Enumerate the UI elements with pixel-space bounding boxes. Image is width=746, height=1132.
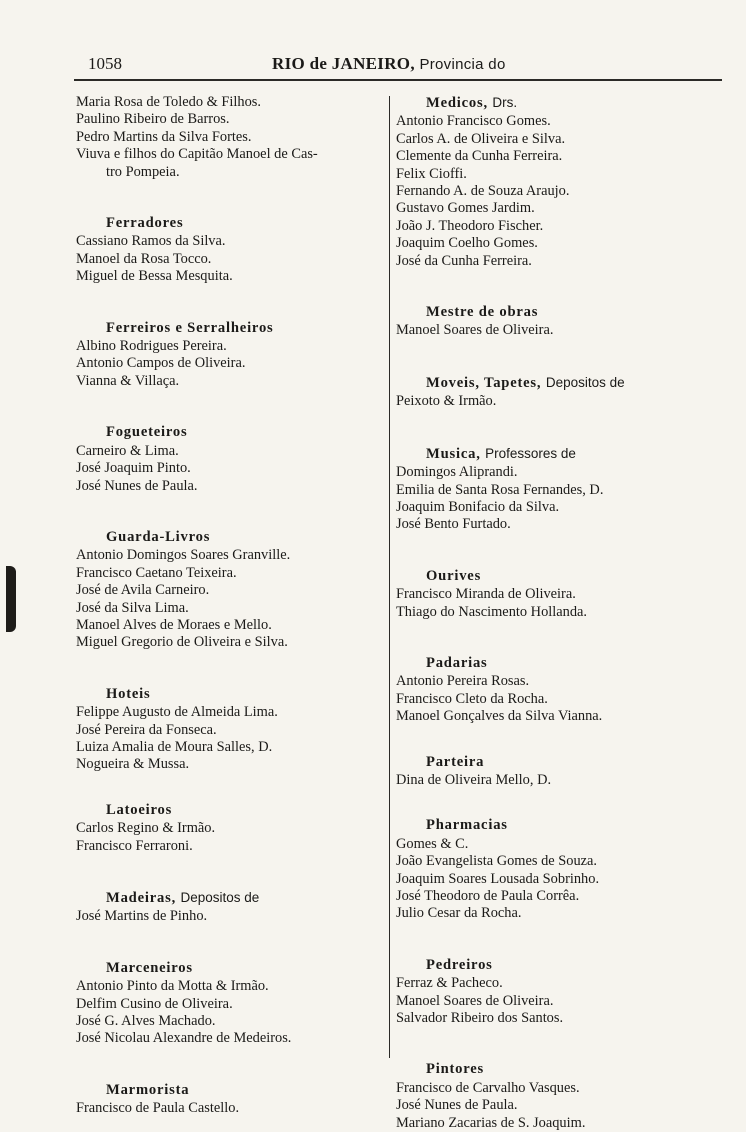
- directory-entry: Emilia de Santa Rosa Fernandes, D.: [396, 481, 604, 498]
- directory-entry: Clemente da Cunha Ferreira.: [396, 148, 563, 165]
- directory-section: [76, 215, 382, 286]
- directory-entry: José Theodoro de Paula Corrêa.: [396, 888, 580, 904]
- directory-entry: Francisco de Paula Castello.: [76, 1100, 240, 1117]
- directory-entry: Miguel de Bessa Mesquita.: [76, 268, 233, 285]
- directory-entry: José de Avila Carneiro.: [76, 582, 210, 599]
- section-heading-text: Pedreiros: [426, 956, 493, 973]
- section-heading: [76, 320, 382, 337]
- directory-entry: Domingos Aliprandi.: [396, 464, 518, 481]
- directory-entry: José Pereira da Fonseca.: [76, 721, 217, 738]
- section-heading-text: Moveis, Tapetes,: [426, 374, 542, 391]
- directory-entry: Manoel Gonçalves da Silva Vianna.: [396, 708, 603, 725]
- directory-entry: tro Pompeia.: [106, 163, 180, 180]
- page-title: [272, 54, 506, 74]
- directory-entry: José Bento Furtado.: [396, 516, 511, 533]
- directory-section: [396, 445, 726, 534]
- directory-entry: José da Silva Lima.: [76, 599, 189, 616]
- section-heading-text: Guarda-Livros: [106, 528, 211, 545]
- directory-entry: Francisco de Carvalho Vasques.: [396, 1079, 580, 1096]
- directory-entry: Carneiro & Lima.: [76, 442, 179, 459]
- directory-entry: Carlos A. de Oliveira e Silva.: [396, 130, 566, 147]
- directory-section: [76, 889, 382, 926]
- directory-entry: Antonio Pereira Rosas.: [396, 673, 530, 690]
- directory-entry: Maria Rosa de Toledo & Filhos.: [76, 94, 261, 110]
- section-gap: [76, 774, 382, 802]
- directory-section: [76, 1082, 382, 1118]
- section-heading-text: Marceneiros: [106, 959, 193, 976]
- directory-entry: José G. Alves Machado.: [76, 1013, 216, 1030]
- section-heading: [76, 424, 382, 441]
- directory-entry: Fernando A. de Souza Araujo.: [396, 183, 570, 200]
- directory-entry: Ferraz & Pacheco.: [396, 975, 503, 992]
- section-heading-text: Latoeiros: [106, 801, 173, 818]
- directory-entry: João Evangelista Gomes de Souza.: [396, 853, 598, 870]
- section-heading: [76, 686, 382, 703]
- directory-section: [396, 568, 726, 621]
- section-heading-note: Drs.: [492, 95, 518, 110]
- directory-entry: Antonio Domingos Soares Granville.: [76, 547, 291, 564]
- section-heading-text: Pharmacias: [426, 817, 508, 834]
- section-heading: [76, 960, 382, 977]
- directory-entry: Vianna & Villaça.: [76, 372, 180, 389]
- section-heading-text: Medicos,: [426, 95, 488, 111]
- section-gap: [76, 926, 382, 960]
- section-heading-text: Mestre de obras: [426, 304, 539, 321]
- directory-entry: José Nunes de Paula.: [76, 477, 198, 494]
- directory-section: [396, 304, 726, 340]
- section-heading-note: Professores de: [485, 445, 576, 461]
- directory-entry: Miguel Gregorio de Oliveira e Silva.: [76, 634, 288, 651]
- directory-entry: Francisco Miranda de Oliveira.: [396, 586, 576, 603]
- section-heading-text: Musica,: [426, 445, 481, 462]
- section-heading-note: Depositos de: [180, 890, 260, 905]
- directory-entry: José Joaquim Pinto.: [76, 460, 191, 477]
- section-heading-text: Marmorista: [106, 1081, 190, 1098]
- directory-entry: Viuva e filhos do Capitão Manoel de Cas-: [76, 146, 318, 163]
- directory-section: [76, 802, 382, 855]
- directory-entry: Joaquim Bonifacio da Silva.: [396, 498, 560, 515]
- directory-entry: Gomes & C.: [396, 835, 469, 852]
- section-gap: [396, 621, 726, 655]
- section-heading-text: Hoteis: [106, 685, 151, 702]
- section-gap: [396, 923, 726, 957]
- section-heading-text: Fogueteiros: [106, 424, 188, 441]
- column-divider: [389, 96, 390, 1058]
- directory-entry: Felix Cioffi.: [396, 165, 467, 182]
- directory-entry: Pedro Martins da Silva Fortes.: [76, 128, 252, 145]
- section-heading: [396, 304, 726, 321]
- directory-entry: José Nunes de Paula.: [396, 1097, 518, 1114]
- section-heading-text: Padarias: [426, 654, 488, 671]
- section-gap: [76, 1048, 382, 1082]
- section-heading: [396, 1061, 726, 1078]
- header-rule: [74, 79, 722, 81]
- directory-entry: Luiza Amalia de Moura Salles, D.: [76, 738, 273, 755]
- section-gap: [396, 411, 726, 445]
- section-gap: [76, 495, 382, 529]
- directory-entry: Salvador Ribeiro dos Santos.: [396, 1010, 564, 1027]
- directory-entry: Dina de Oliveira Mello, D.: [396, 771, 552, 788]
- directory-entry: Antonio Campos de Oliveira.: [76, 355, 246, 372]
- directory-entry: Manoel Soares de Oliveira.: [396, 322, 554, 339]
- section-heading-text: Pintores: [426, 1061, 485, 1078]
- directory-section: [396, 957, 726, 1028]
- directory-section: [396, 817, 726, 922]
- directory-entry: Antonio Francisco Gomes.: [396, 113, 551, 130]
- section-gap: [396, 726, 726, 754]
- directory-section: [76, 960, 382, 1048]
- section-gap: [396, 534, 726, 568]
- directory-entry: Delfim Cusino de Oliveira.: [76, 995, 233, 1012]
- directory-section: [396, 374, 726, 411]
- directory-section: [76, 424, 382, 495]
- section-gap: [396, 789, 726, 817]
- directory-entry: José Nicolau Alexandre de Medeiros.: [76, 1030, 292, 1047]
- section-heading: [396, 94, 726, 112]
- directory-entry: Felippe Augusto de Almeida Lima.: [76, 704, 278, 721]
- directory-entry: José da Cunha Ferreira.: [396, 252, 532, 269]
- directory-entry: Francisco Caetano Teixeira.: [76, 564, 237, 581]
- section-gap: [76, 652, 382, 686]
- directory-section: [396, 94, 726, 270]
- section-heading: [396, 655, 726, 672]
- directory-entry: Albino Rodrigues Pereira.: [76, 338, 227, 355]
- section-heading-note: Depositos de: [545, 374, 625, 390]
- section-gap: [396, 340, 726, 374]
- directory-entry: Carlos Regino & Irmão.: [76, 820, 216, 837]
- section-heading: [76, 1082, 382, 1099]
- left-column: [76, 94, 382, 1118]
- title-city: RIO de JANEIRO,: [272, 54, 415, 73]
- directory-entry: Francisco Cleto da Rocha.: [396, 690, 548, 707]
- section-gap: [76, 286, 382, 320]
- section-heading: [396, 957, 726, 974]
- section-gap: [396, 270, 726, 304]
- directory-entry: Thiago do Nascimento Hollanda.: [396, 603, 588, 620]
- section-heading-text: Ferreiros e Serralheiros: [106, 319, 274, 336]
- directory-entry: Nogueira & Mussa.: [76, 756, 190, 773]
- directory-entry: Julio Cesar da Rocha.: [396, 905, 522, 922]
- section-heading: [76, 215, 382, 232]
- page-header: [74, 52, 722, 78]
- section-heading: [396, 445, 726, 463]
- section-heading-text: Madeiras,: [106, 890, 177, 906]
- section-heading-text: Ourives: [426, 567, 482, 584]
- directory-entry: João J. Theodoro Fischer.: [396, 217, 544, 234]
- section-gap: [396, 1027, 726, 1061]
- directory-section: [76, 529, 382, 652]
- right-column: [396, 94, 726, 1132]
- directory-entry: Manoel Soares de Oliveira.: [396, 992, 554, 1009]
- section-gap: [76, 855, 382, 889]
- directory-entry: Joaquim Coelho Gomes.: [396, 235, 538, 252]
- section-heading: [396, 374, 726, 392]
- section-heading: [396, 568, 726, 585]
- section-heading: [76, 529, 382, 546]
- section-heading-text: Parteira: [426, 753, 485, 770]
- section-gap: [76, 181, 382, 215]
- section-heading: [76, 889, 382, 907]
- directory-entry: Paulino Ribeiro de Barros.: [76, 111, 230, 128]
- directory-section: [396, 655, 726, 726]
- directory-section: [76, 320, 382, 391]
- section-heading: [76, 802, 382, 819]
- directory-entry: Francisco Ferraroni.: [76, 837, 193, 854]
- page-number: 1058: [88, 54, 122, 73]
- directory-section: [76, 94, 382, 181]
- ink-smudge: [6, 566, 16, 632]
- section-heading: [396, 817, 726, 834]
- section-gap: [76, 390, 382, 424]
- directory-entry: Manoel da Rosa Tocco.: [76, 250, 212, 267]
- directory-entry: Peixoto & Irmão.: [396, 393, 497, 410]
- directory-entry: Joaquim Soares Lousada Sobrinho.: [396, 870, 600, 887]
- directory-entry: Gustavo Gomes Jardim.: [396, 200, 535, 217]
- directory-section: [396, 754, 726, 790]
- directory-entry: Manoel Alves de Moraes e Mello.: [76, 616, 272, 633]
- directory-entry: Cassiano Ramos da Silva.: [76, 233, 226, 250]
- directory-entry: José Martins de Pinho.: [76, 908, 208, 925]
- directory-section: [76, 686, 382, 774]
- section-heading: [396, 754, 726, 771]
- section-heading-text: Ferradores: [106, 215, 184, 232]
- directory-section: [396, 1061, 726, 1132]
- directory-entry: Mariano Zacarias de S. Joaquim.: [396, 1114, 586, 1131]
- title-province: Provincia do: [419, 56, 506, 73]
- directory-entry: Antonio Pinto da Motta & Irmão.: [76, 978, 269, 995]
